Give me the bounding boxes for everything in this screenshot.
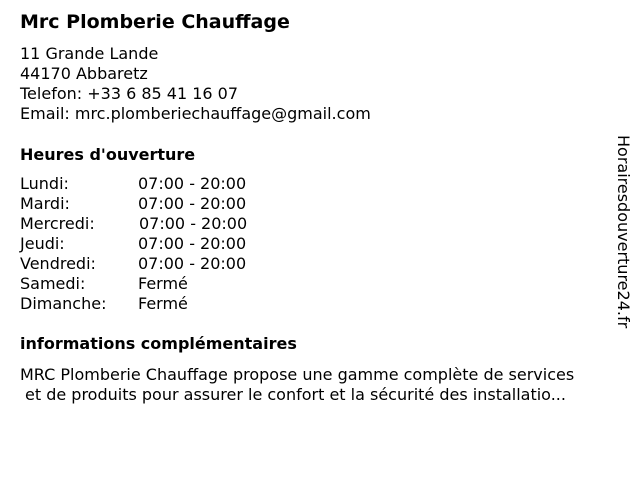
- time-value: Fermé: [138, 274, 188, 293]
- address-street: 11 Grande Lande: [20, 44, 159, 63]
- watermark-text: Horairesdouverture24.fr: [614, 135, 633, 329]
- hours-row-vendredi: [20, 254, 320, 274]
- day-label: Samedi:: [20, 274, 86, 293]
- address-city: 44170 Abbaretz: [20, 64, 148, 83]
- info-description: [20, 365, 620, 405]
- info-line-1: MRC Plomberie Chauffage propose une gamme complète de services: [20, 365, 575, 384]
- time-value: Fermé: [138, 294, 188, 313]
- phone-number: Telefon: +33 6 85 41 16 07: [20, 84, 239, 103]
- hours-row-samedi: [20, 274, 320, 294]
- hours-heading: Heures d'ouverture: [20, 145, 196, 164]
- time-value: 07:00 - 20:00: [138, 194, 247, 213]
- info-heading: informations complémentaires: [20, 334, 297, 353]
- hours-row-lundi: [20, 174, 320, 194]
- hours-row-dimanche: [20, 294, 320, 314]
- opening-hours-list: [20, 174, 320, 314]
- day-label: Mardi:: [20, 194, 70, 213]
- contact-block: [20, 44, 371, 124]
- email-address: Email: mrc.plomberiechauffage@gmail.com: [20, 104, 371, 123]
- day-label: Mercredi:: [20, 214, 95, 233]
- day-label: Jeudi:: [20, 234, 65, 253]
- time-value: 07:00 - 20:00: [138, 174, 247, 193]
- info-line-2: et de produits pour assurer le confort et la sécurité des installatio...: [25, 385, 566, 404]
- day-label: Dimanche:: [20, 294, 107, 313]
- day-label: Lundi:: [20, 174, 69, 193]
- business-name: Mrc Plomberie Chauffage: [20, 11, 290, 33]
- hours-row-mardi: [20, 194, 320, 214]
- day-label: Vendredi:: [20, 254, 96, 273]
- time-value: 07:00 - 20:00: [139, 214, 248, 233]
- time-value: 07:00 - 20:00: [138, 234, 247, 253]
- hours-row-jeudi: [20, 234, 320, 254]
- time-value: 07:00 - 20:00: [138, 254, 247, 273]
- hours-row-mercredi: [20, 214, 320, 234]
